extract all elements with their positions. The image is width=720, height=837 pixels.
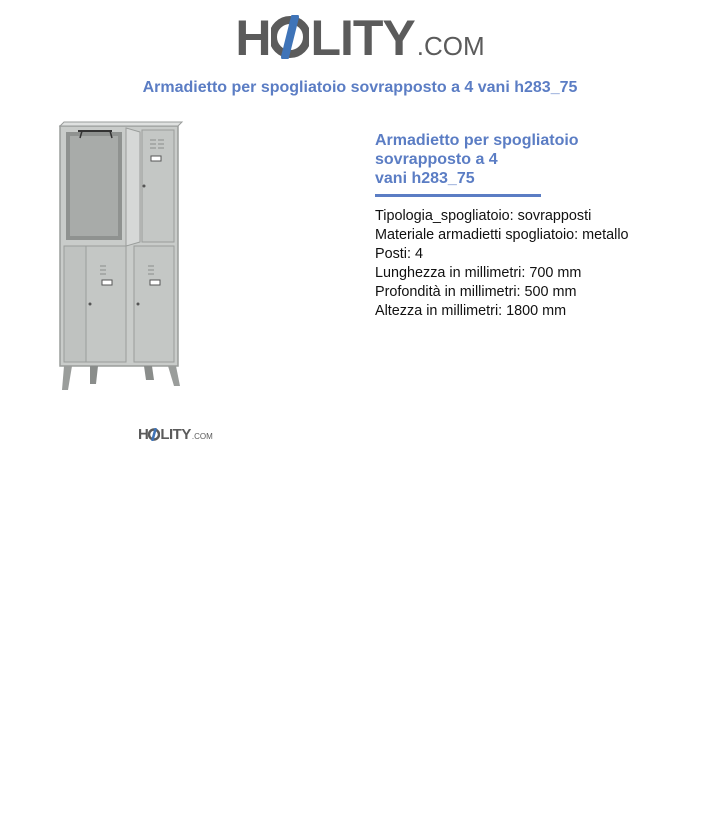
locker-cabinet-icon: [52, 118, 188, 394]
small-logo-text-left: H: [138, 426, 149, 443]
brand-logo: [235, 10, 484, 66]
spec-lunghezza: Lunghezza in millimetri: 700 mm: [375, 265, 582, 281]
spec-profondita: Profondità in millimetri: 500 mm: [375, 284, 577, 300]
small-logo-suffix: .COM: [191, 432, 213, 441]
title-underline: [375, 194, 541, 197]
spec-materiale: Materiale armadietti spogliatoio: metallo: [375, 227, 629, 243]
header-logo: [0, 10, 720, 66]
logo-text-right: LITY: [310, 10, 415, 66]
spec-altezza: Altezza in millimetri: 1800 mm: [375, 303, 567, 319]
product-title: [375, 131, 695, 188]
logo-text-left: H: [235, 10, 271, 66]
page-title: Armadietto per spogliatoio sovrapposto a 4 vani h283_75: [142, 79, 578, 96]
spec-tipologia: Tipologia_spogliatoio: sovrapposti: [375, 208, 592, 224]
product-title-line: vani h283_75: [375, 170, 475, 187]
small-brand-logo: [138, 426, 213, 444]
logo-o-icon: [271, 15, 309, 59]
product-title-line: Armadietto per spogliatoio: [375, 132, 579, 149]
small-logo-o-icon: [148, 428, 160, 441]
spec-posti: Posti: 4: [375, 246, 423, 262]
product-info: [375, 131, 695, 321]
logo-suffix: .COM: [416, 31, 485, 61]
product-title-line: sovrapposto a 4: [375, 151, 498, 168]
small-logo-text-right: LITY: [160, 426, 191, 443]
